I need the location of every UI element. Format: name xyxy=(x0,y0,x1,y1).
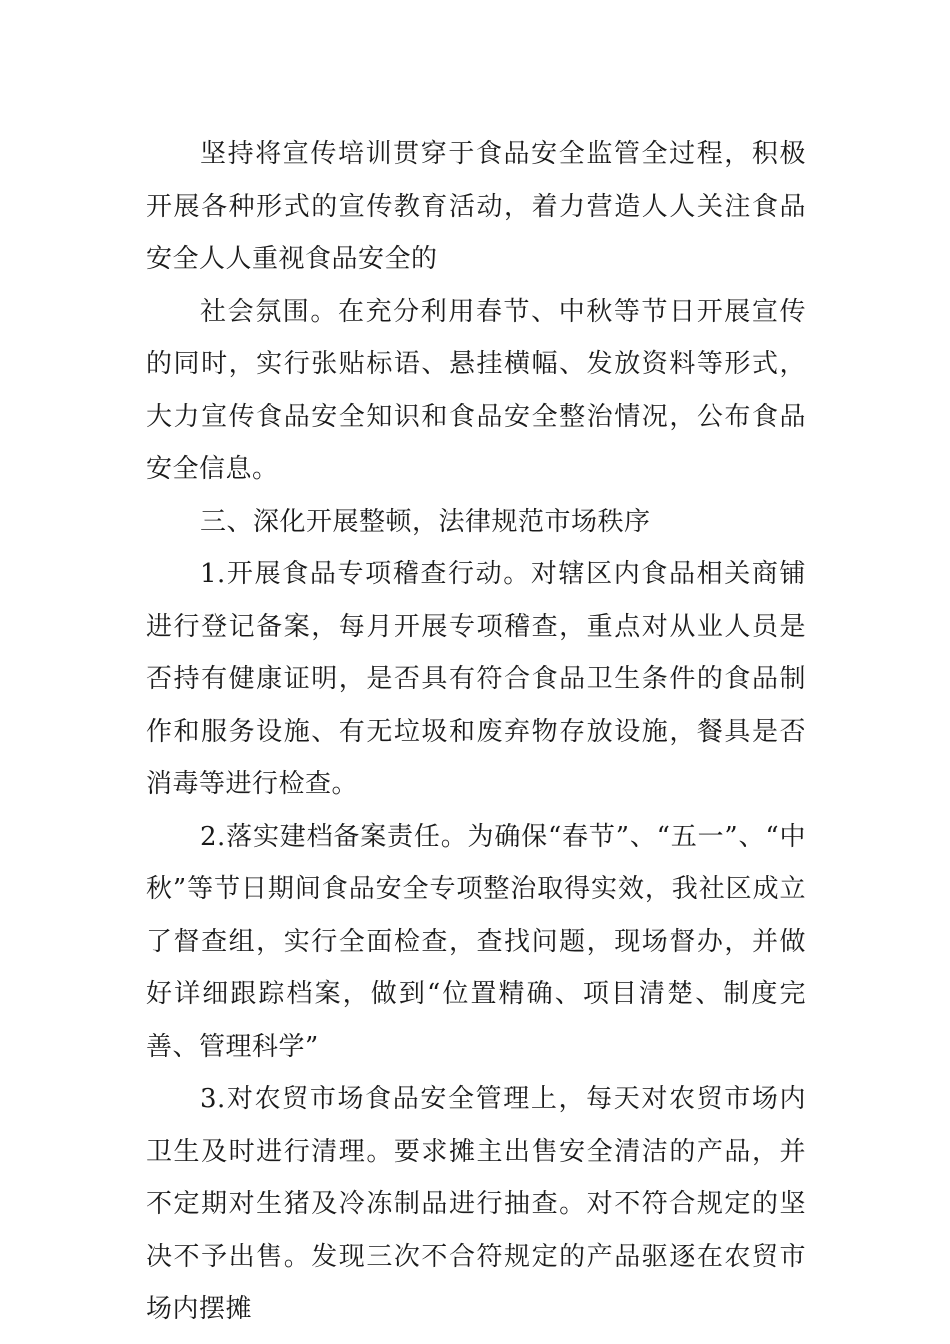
paragraph-item-1: 1.开展食品专项稽查行动。对辖区内食品相关商铺进行登记备案，每月开展专项稽查，重点对从业人员是否持有健康证明，是否具有符合食品卫生条件的食品制作和服务设施、有无垃圾和废弃物存放设施，餐具是否消毒等进行检查。 xyxy=(146,559,806,799)
document-body xyxy=(146,128,806,1336)
paragraph-item-2: 2.落实建档备案责任。为确保“春节”、“五一”、“中秋”等节日期间食品安全专项整治取得实效，我社区成立了督查组，实行全面检查，查找问题，现场督办，并做好详细跟踪档案，做到“位置精确、项目清楚、制度完善、管理科学” xyxy=(146,821,806,1062)
section-heading-three: 三、深化开展整顿，法律规范市场秩序 xyxy=(200,506,651,537)
paragraph-item-3: 3.对农贸市场食品安全管理上，每天对农贸市场内卫生及时进行清理。要求摊主出售安全清洁的产品，并不定期对生猪及冷冻制品进行抽查。对不符合规定的坚决不予出售。发现三次不合符规定的产品驱逐在农贸市场内摆摊 xyxy=(146,1084,806,1324)
paragraph-publicity-atmosphere: 社会氛围。在充分利用春节、中秋等节日开展宣传的同时，实行张贴标语、悬挂横幅、发放资料等形式，大力宣传食品安全知识和食品安全整治情况，公布食品安全信息。 xyxy=(146,296,806,484)
paragraph-publicity-intro: 坚持将宣传培训贯穿于食品安全监管全过程，积极开展各种形式的宣传教育活动，着力营造人人关注食品安全人人重视食品安全的 xyxy=(146,139,806,274)
